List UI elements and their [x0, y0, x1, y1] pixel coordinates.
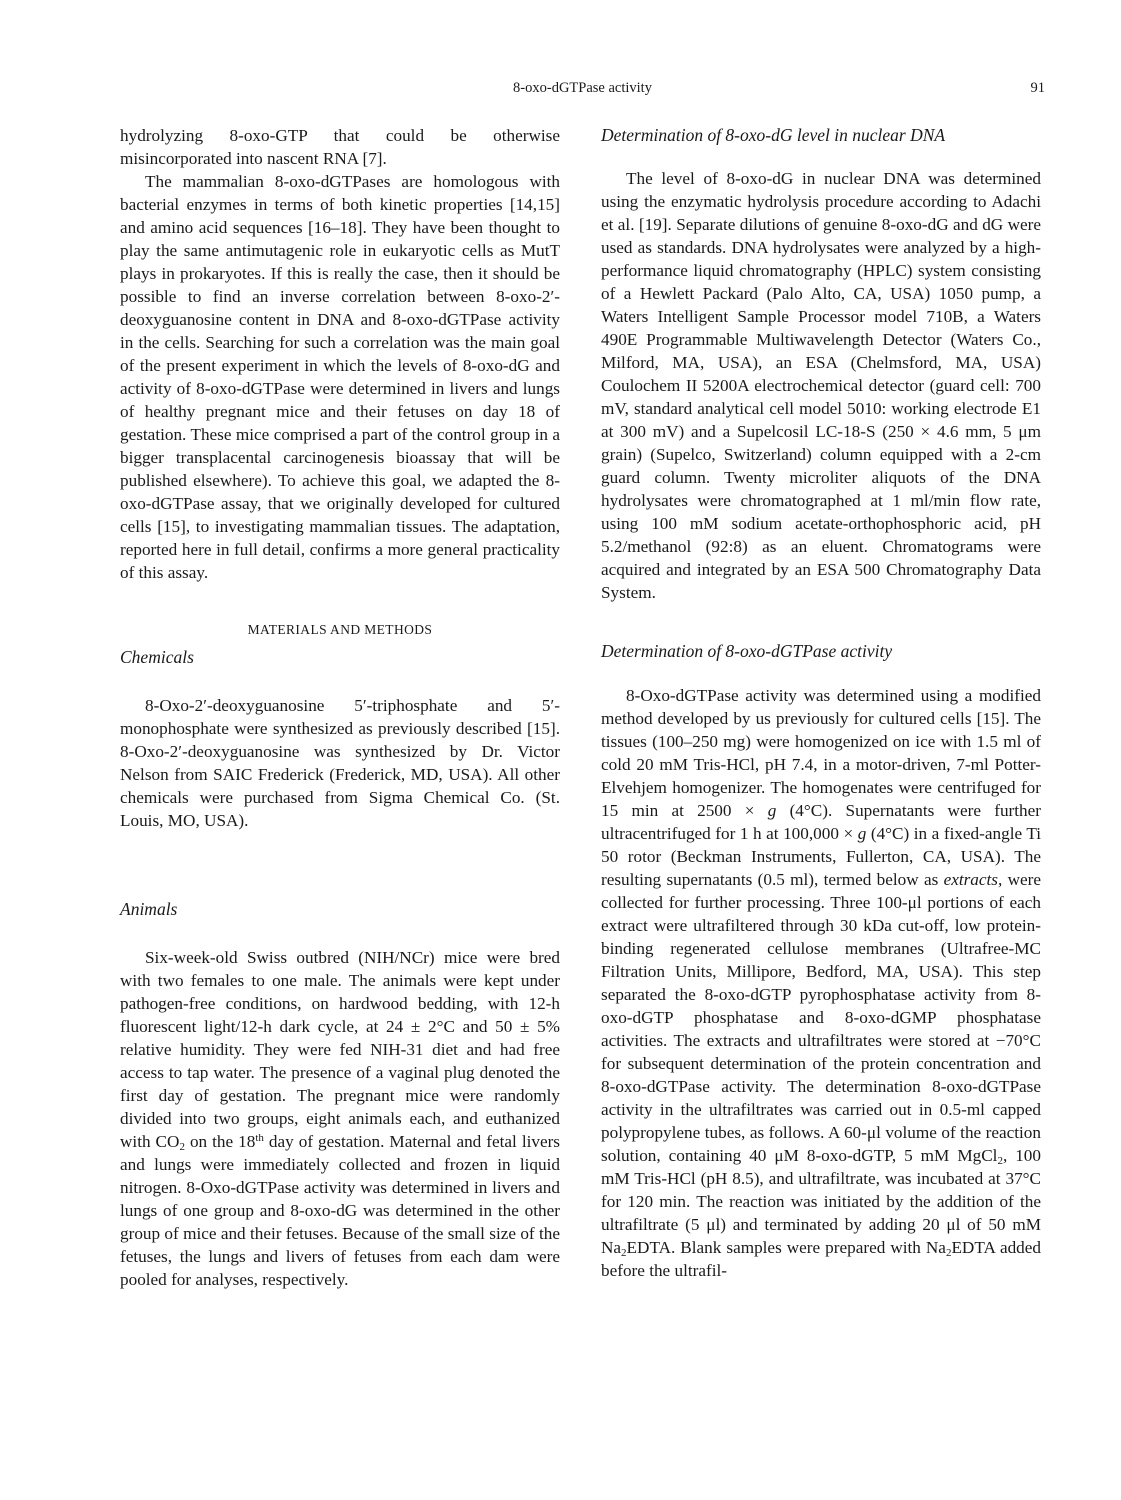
- right-column: [601, 124, 1041, 1282]
- running-header: [120, 80, 1045, 104]
- animals-text-2: on the 18: [184, 1132, 256, 1151]
- intro-continuation-paragraph: hydrolyzing 8-oxo-GTP that could be otherwise misincorporated into nascent RNA [7].: [120, 126, 560, 168]
- intro-paragraph: The mammalian 8-oxo-dGTPases are homologous with bacterial enzymes in terms of both kinetic properties [14,15] and amino acid sequences [16–18]. They have been thought to play the same antimutagenic role in eukaryotic cells as MutT plays in prokaryotes. If this is really the case, then it should be possible to find an inverse correlation between 8-oxo-2′-deoxyguanosine content in DNA and 8-oxo-dGTPase activity in the cells. Searching for such a correlation was the main goal of the present experiment in which the levels of 8-oxo-dG and activity of 8-oxo-dGTPase were determined in livers and lungs of healthy pregnant mice and their fetuses on day 18 of gestation. These mice comprised a part of the control group in a bigger transplacental carcinogenesis bioassay that will be published elsewhere). To achieve this goal, we adapted the 8-oxo-dGTPase assay, that we originally developed for cultured cells [15], to investigating mammalian tissues. The adaptation, reported here in full detail, confirms a more general practicality of this assay.: [120, 172, 560, 582]
- left-column: [120, 124, 560, 1291]
- animals-heading: Animals: [120, 899, 178, 919]
- activity-g-2: g: [857, 824, 867, 843]
- activity-determination-heading: Determination of 8-oxo-dGTPase activity: [601, 641, 893, 661]
- activity-text-6: EDTA. Blank samples were prepared with Na: [626, 1238, 946, 1257]
- activity-subscript-2: 2: [621, 1247, 627, 1259]
- animals-paragraph: [120, 946, 560, 1291]
- activity-text-7: EDTA added before the ultrafil-: [601, 1238, 1041, 1280]
- materials-methods-heading: MATERIALS AND METHODS: [247, 622, 433, 637]
- activity-text-1: 8-Oxo-dGTPase activity was determined using a modified method developed by us previously for cultured cells [15]. The tissues (100–250 mg) were homogenized on ice with 1.5 ml of cold 20 mM Tris-HCl, pH 7.4, in a motor-driven, 7-ml Potter-Elvehjem homogenizer. The homogenates were centrifuged for 15 min at 2500 ×: [601, 686, 1041, 820]
- activity-text-4: , were collected for further processing. Three 100-μl portions of each extract were ultrafiltered through 30 kDa cut-off, low protein-binding regenerated cellulose membranes (Ultrafree-MC Filtration Units, Millipore, Bedford, MA, USA). This step separated the 8-oxo-dGTP pyrophosphatase activity from 8-oxo-dGTP phosphatase and 8-oxo-dGMP phosphatase activities. The extracts and ultrafiltrates were stored at −70°C for subsequent determination of the protein concentration and 8-oxo-dGTPase activity. The determination 8-oxo-dGTPase activity in the ultrafiltrates was carried out in 0.5-ml capped polypropylene tubes, as follows. A 60-μl volume of the reaction solution, containing 40 μM 8-oxo-dGTP, 5 mM MgCl: [601, 870, 1041, 1165]
- animals-text-3: day of gestation. Maternal and fetal livers and lungs were immediately collected and frozen in liquid nitrogen. 8-Oxo-dGTPase activity was determined in livers and lungs of one group and 8-oxo-dG was determined in the other group of mice and their fetuses. Because of the small size of the fetuses, the lungs and livers of fetuses from each dam were pooled for analyses, respectively.: [120, 1132, 560, 1289]
- animals-subscript: 2: [179, 1141, 185, 1153]
- activity-subscript-3: 2: [945, 1247, 952, 1259]
- activity-subscript-1: 2: [997, 1155, 1003, 1167]
- animals-text-1: Six-week-old Swiss outbred (NIH/NCr) mice were bred with two females to one male. The animals were kept under pathogen-free conditions, on hardwood bedding, with 12-h fluorescent light/12-h dark cycle, at 24 ± 2°C and 50 ± 5% relative humidity. They were fed NIH-31 diet and had free access to tap water. The presence of a vaginal plug denoted the first day of gestation. The pregnant mice were randomly divided into two groups, eight animals each, and euthanized with CO: [120, 948, 560, 1151]
- animals-superscript: th: [255, 1132, 264, 1144]
- dna-determination-paragraph: The level of 8-oxo-dG in nuclear DNA was determined using the enzymatic hydrolysis procedure according to Adachi et al. [19]. Separate dilutions of genuine 8-oxo-dG and dG were used as standards. DNA hydrolysates were analyzed by a high-performance liquid chromatography (HPLC) system consisting of a Hewlett Packard (Palo Alto, CA, USA) 1050 pump, a Waters Intelligent Sample Processor model 710B, a Waters 490E Programmable Multiwavelength Detector (Waters Co., Milford, MA, USA), an ESA (Chelmsford, MA, USA) Coulochem II 5200A electrochemical detector (guard cell: 700 mV, standard analytical cell model 5010: working electrode E1 at 300 mV) and a Supelcosil LC-18-S (250 × 4.6 mm, 5 μm grain) (Supelco, Switzerland) column equipped with a 2-cm guard column. Twenty microliter aliquots of the DNA hydrolysates were chromatographed at 1 ml/min flow rate, using 100 mM sodium acetate-orthophosphoric acid, pH 5.2/methanol (92:8) as an eluent. Chromatograms were acquired and integrated by an ESA 500 Chromatography Data System.: [601, 169, 1041, 602]
- activity-extracts-term: extracts: [943, 870, 998, 889]
- chemicals-paragraph: 8-Oxo-2′-deoxyguanosine 5′-triphosphate and 5′-monophosphate were synthesized as previously described [15]. 8-Oxo-2′-deoxyguanosine was synthesized by Dr. Victor Nelson from SAIC Frederick (Frederick, MD, USA). All other chemicals were purchased from Sigma Chemical Co. (St. Louis, MO, USA).: [120, 696, 560, 830]
- activity-determination-paragraph: [601, 684, 1041, 1282]
- activity-text-3: (4°C) in a fixed-angle Ti 50 rotor (Beckman Instruments, Fullerton, CA, USA). The resulting supernatants (0.5 ml), termed below as: [601, 824, 1041, 889]
- dna-determination-heading: Determination of 8-oxo-dG level in nuclear DNA: [601, 125, 946, 145]
- chemicals-heading: Chemicals: [120, 647, 194, 667]
- activity-g-1: g: [767, 801, 777, 820]
- page-number: 91: [1030, 80, 1045, 96]
- activity-text-2: (4°C). Supernatants were further ultracentrifuged for 1 h at 100,000 ×: [601, 801, 1041, 843]
- running-title: 8-oxo-dGTPase activity: [513, 80, 652, 96]
- activity-text-5: , 100 mM Tris-HCl (pH 8.5), and ultrafiltrate, was incubated at 37°C for 120 min. The reaction was initiated by the addition of the ultrafiltrate (5 μl) and terminated by adding 20 μl of 50 mM Na: [601, 1146, 1041, 1257]
